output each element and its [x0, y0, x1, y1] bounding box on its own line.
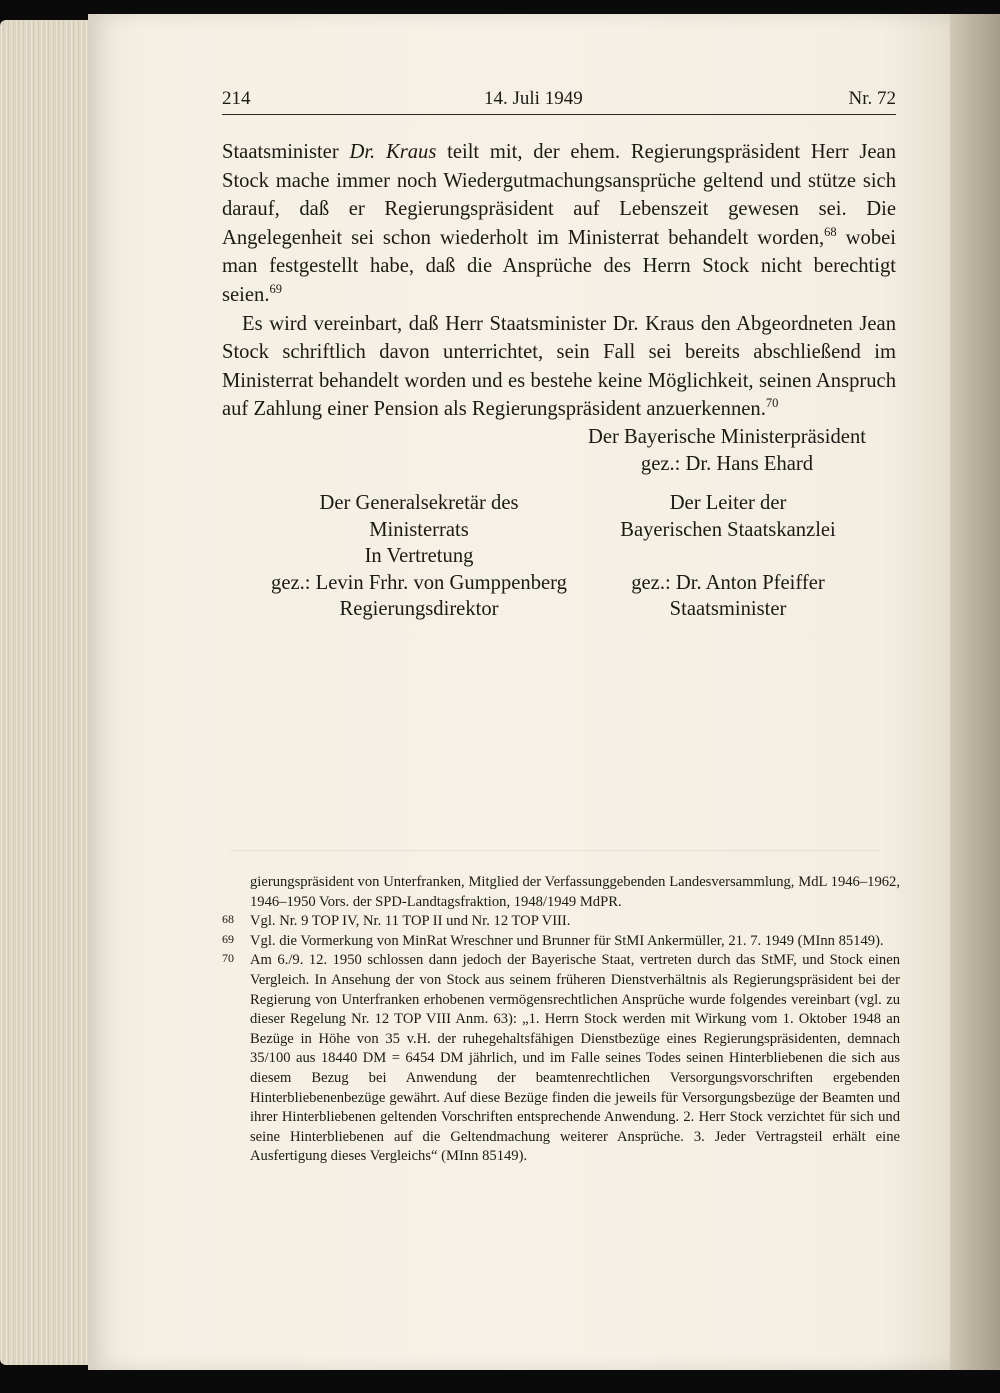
paragraph-2 [222, 310, 896, 424]
facing-page-edge [950, 14, 1000, 1370]
speaker-name: Kraus [385, 141, 437, 163]
sig-right-line1: Der Leiter der [669, 492, 787, 514]
footnote-text: Vgl. Nr. 9 TOP IV, Nr. 11 TOP II und Nr. 12 TOP VIII. [250, 913, 571, 930]
footnote-69 [222, 932, 900, 952]
document-number: Nr. 72 [848, 88, 896, 109]
footnote-continuation: gierungspräsident von Unterfranken, Mitglied der Verfassunggebenden Landesversammlung, MdL 1946–1962, 1946–1950 Vors. der SPD-Landtagsfraktion, 1948/1949 MdPR. [250, 874, 900, 910]
sig-left-line4: gez.: Levin Frhr. von Gumppenberg [271, 571, 567, 594]
footnote-70 [222, 951, 900, 1167]
page-number: 214 [222, 88, 251, 109]
book-page-edges [0, 20, 92, 1365]
p2-text: Es wird vereinbart, daß Herr Staatsminister Dr. Kraus den Abgeordneten Jean Stock schriftlich davon unterrichtet, sein Fall sei bereits abschließend im Ministerrat behandelt worden und es bestehe keine Möglichkeit, seinen Anspruch auf Zahlung einer Pension als Regierungspräsident anzuerkennen. [222, 312, 896, 421]
footnote-ref-70[interactable]: 70 [765, 396, 779, 411]
p1-text2: wobei man festgestellt habe, daß die Ansprüche des Herrn Stock nicht berechtigt seien. [222, 226, 896, 306]
footnote-ref-68[interactable]: 68 [824, 224, 837, 239]
p1-text: teilt mit, der ehem. Regierungspräsident Herr Jean Stock mache immer noch Wiedergutmachungsansprüche geltend und stütze sich darauf, daß er Regierungspräsident auf Lebenszeit gewesen sei. Die Angelegenheit sei schon wiederholt im Ministerrat behandelt worden, [222, 141, 896, 249]
sig-right-line4: Staatsminister [669, 598, 787, 620]
sig-left-line2: Ministerrats [369, 518, 469, 541]
header-date: 14. Juli 1949 [484, 88, 583, 109]
footnotes [222, 873, 900, 1167]
bleed-through-rule [230, 850, 880, 853]
footnote-ref-69[interactable]: 69 [269, 282, 282, 297]
sig-right-line3: gez.: Dr. Anton Pfeiffer [631, 571, 825, 594]
paragraph-1 [222, 138, 896, 310]
signature-chancellery-head [578, 490, 878, 623]
footnote-number: 68 [222, 912, 234, 927]
footnote-68 [222, 912, 900, 932]
body-text [222, 138, 896, 424]
footnote-text: Vgl. die Vormerkung von MinRat Wreschner und Brunner für StMI Ankermüller, 21. 7. 1949 (MInn 85149). [250, 932, 884, 949]
signature-prime-minister [568, 424, 886, 477]
sig-left-line3: In Vertretung [364, 545, 474, 567]
sig-pm-line1: Der Bayerische Ministerpräsident [588, 426, 866, 448]
sig-left-line1: Der Generalsekretär des [319, 492, 519, 514]
sig-right-line2: Bayerischen Staatskanzlei [620, 518, 836, 541]
footnote-number: 69 [222, 931, 234, 946]
signature-general-secretary [244, 490, 594, 623]
p1-title: Dr. [349, 141, 386, 163]
footnote-text: Am 6./9. 12. 1950 schlossen dann jedoch der Bayerische Staat, vertreten durch das StMF, und Stock einen Vergleich. In Ansehung der von Stock aus seinem früheren Dienstverhältnis als Regierungspräsident bei der Regierung von Unterfranken erhobenen vermögensrechtlichen Ansprüche wurde folgendes vereinbart (vgl. zu dieser Regelung Nr. 12 TOP VIII Anm. 63): „1. Herrn Stock werden mit Wirkung vom 1. Oktober 1948 an Bezüge in Höhe von 35 v.H. der ruhegehaltsfähigen Dienstbezüge eines Regierungspräsidenten, demnach 35/100 aus 18440 DM = 6454 DM jährlich, und im Falle seines Todes seinen Hinterbliebenen die sich aus diesem Bezug bei Anwendung der beamtenrechtlichen Versorgungsvorschriften ergebenden Hinterbliebenenbezüge gewährt. Auf diese Bezüge finden die jeweils für Versorgungsbezüge der Beamten und ihrer Hinterbliebenen geltenden Vorschriften entsprechende Anwendung. 2. Herr Stock verzichtet für sich und seine Hinterbliebenen auf die Geltendmachung weiterer Ansprüche. 3. Jeder Vertragsteil erhält eine Ausfertigung dieses Vergleichs“ (MInn 85149). [250, 952, 900, 1165]
footnote-number: 70 [222, 951, 234, 966]
p1-prefix: Staatsminister [222, 141, 350, 163]
running-header [222, 86, 896, 115]
sig-pm-line2: gez.: Dr. Hans Ehard [640, 452, 814, 475]
sig-left-line5: Regierungsdirektor [339, 598, 499, 620]
